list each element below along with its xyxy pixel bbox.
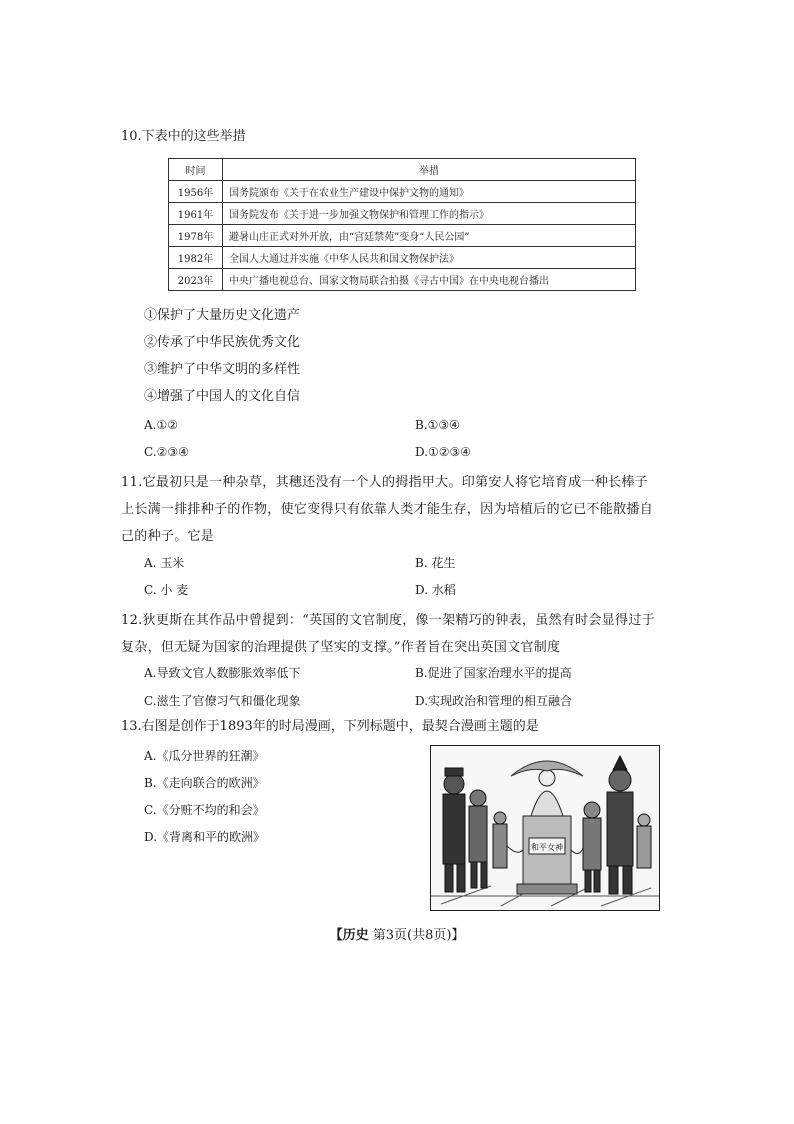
q11-option-b[interactable]: B. 花生 — [415, 556, 456, 570]
q11-option-d[interactable]: D. 水稻 — [415, 583, 456, 597]
table-header-measure: 举措 — [223, 159, 636, 181]
q11-option-c[interactable]: C. 小 麦 — [144, 583, 189, 597]
q11-option-a[interactable]: A. 玉米 — [144, 556, 185, 570]
table-row — [169, 203, 636, 225]
cartoon-label: 和平女神 — [531, 843, 563, 852]
q10-option-d[interactable]: D.①②③④ — [415, 445, 472, 459]
q10-option-c[interactable]: C.②③④ — [144, 445, 189, 459]
table-cell-measure: 国务院发布《关于进一步加强文物保护和管理工作的指示》 — [223, 203, 636, 225]
table-cell-measure: 中央广播电视总台、国家文物局联合拍摄《寻古中国》在中央电视台播出 — [223, 269, 636, 291]
table-cell-year: 1982年 — [169, 247, 223, 269]
table-row — [169, 181, 636, 203]
table-header-row — [169, 159, 636, 181]
q12-stem: 12.狄更斯在其作品中曾提到：“英国的文官制度，像一架精巧的钟表，虽然有时会显得过于复杂，但无疑为国家的治理提供了坚实的支撑。”作者旨在突出英国文官制度 — [121, 613, 655, 655]
table-cell-year: 2023年 — [169, 269, 223, 291]
q13-option-d[interactable]: D.《背离和平的欧洲》 — [144, 830, 266, 844]
q10-statement-3: ③维护了中华文明的多样性 — [144, 362, 301, 377]
q13-option-a[interactable]: A.《瓜分世界的狂潮》 — [144, 749, 265, 763]
cartoon-drawing — [431, 746, 659, 910]
q13-option-c[interactable]: C.《分赃不均的和会》 — [144, 803, 265, 817]
q12-option-a[interactable]: A.导致文官人数膨胀效率低下 — [144, 666, 301, 680]
q13-stem: 13.右图是创作于1893年的时局漫画，下列标题中，最契合漫画主题的是 — [121, 719, 539, 734]
q10-stem: 10.下表中的这些举措 — [121, 129, 246, 144]
q11-stem: 11.它最初只是一种杂草，其穗还没有一个人的拇指甲大。印第安人将它培育成一种长棒子上长满一排排种子的作物，使它变得只有依靠人类才能生存，因为培植后的它已不能散播自己的种子。它是 — [121, 475, 654, 544]
table-cell-year: 1978年 — [169, 225, 223, 247]
table-cell-year: 1961年 — [169, 203, 223, 225]
table-header-time: 时间 — [169, 159, 223, 181]
q12-option-c[interactable]: C.滋生了官僚习气和僵化现象 — [144, 694, 301, 708]
q12-option-b[interactable]: B.促进了国家治理水平的提高 — [415, 666, 572, 680]
table-row — [169, 225, 636, 247]
page-footer — [0, 927, 794, 945]
table-cell-year: 1956年 — [169, 181, 223, 203]
cartoon-illustration — [430, 745, 660, 911]
q10-statement-1: ①保护了大量历史文化遗产 — [144, 308, 301, 323]
footer-subject: 【历史 — [329, 928, 369, 943]
table-row — [169, 269, 636, 291]
footer-page-number: 第3页(共8页)】 — [372, 928, 465, 943]
q10-option-a[interactable]: A.①② — [144, 418, 178, 432]
table-cell-measure: 全国人大通过并实施《中华人民共和国文物保护法》 — [223, 247, 636, 269]
q10-option-b[interactable]: B.①③④ — [415, 418, 460, 432]
measures-table — [168, 158, 636, 291]
table-cell-measure: 国务院颁布《关于在农业生产建设中保护文物的通知》 — [223, 181, 636, 203]
q12-option-d[interactable]: D.实现政治和管理的相互融合 — [415, 694, 573, 708]
q10-statement-2: ②传承了中华民族优秀文化 — [144, 335, 301, 350]
q10-statement-4: ④增强了中国人的文化自信 — [144, 389, 301, 404]
table-cell-measure: 避暑山庄正式对外开放，由“宫廷禁苑”变身“人民公园” — [223, 225, 636, 247]
q13-option-b[interactable]: B.《走向联合的欧洲》 — [144, 776, 265, 790]
table-row — [169, 247, 636, 269]
